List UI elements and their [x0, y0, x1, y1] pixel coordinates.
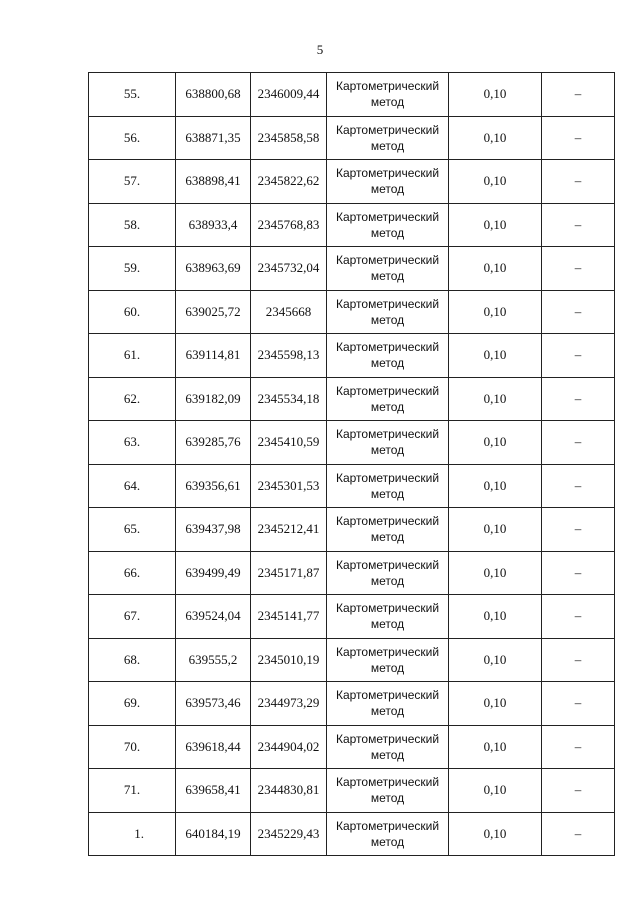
y-coordinate-cell: 2345668: [251, 290, 327, 334]
accuracy-cell: 0,10: [449, 377, 542, 421]
point-number-cell: 70.: [89, 725, 176, 769]
method-text: метод: [370, 182, 405, 197]
method-cell: [327, 247, 449, 291]
method-text: метод: [370, 617, 405, 632]
x-coordinate-cell: 639114,81: [176, 334, 251, 378]
table-row: [89, 595, 615, 639]
x-coordinate-cell: 639437,98: [176, 508, 251, 552]
method-text: метод: [370, 660, 405, 675]
method-text: Картометрический: [335, 731, 440, 746]
method-text: метод: [370, 530, 405, 545]
y-coordinate-cell: 2345141,77: [251, 595, 327, 639]
note-cell: –: [542, 73, 615, 117]
x-coordinate-cell: 639573,46: [176, 682, 251, 726]
table-row: [89, 682, 615, 726]
y-coordinate-cell: 2345822,62: [251, 160, 327, 204]
method-text: метод: [370, 399, 405, 414]
note-cell: –: [542, 421, 615, 465]
method-cell: [327, 73, 449, 117]
method-text: метод: [370, 356, 405, 371]
method-text: метод: [370, 312, 405, 327]
method-text: метод: [370, 443, 405, 458]
table-row: [89, 247, 615, 291]
note-cell: –: [542, 812, 615, 856]
method-text: Картометрический: [335, 383, 440, 398]
method-cell: [327, 464, 449, 508]
table-row: [89, 508, 615, 552]
table-row: [89, 290, 615, 334]
y-coordinate-cell: 2345732,04: [251, 247, 327, 291]
note-cell: –: [542, 551, 615, 595]
method-cell: [327, 203, 449, 247]
table-row: [89, 725, 615, 769]
method-text: Картометрический: [335, 296, 440, 311]
method-cell: [327, 812, 449, 856]
method-text: метод: [370, 573, 405, 588]
point-number-cell: 58.: [89, 203, 176, 247]
table-row: [89, 334, 615, 378]
method-cell: [327, 682, 449, 726]
x-coordinate-cell: 639555,2: [176, 638, 251, 682]
point-number-cell: 65.: [89, 508, 176, 552]
note-cell: –: [542, 116, 615, 160]
method-text: Картометрический: [335, 253, 440, 268]
method-cell: [327, 508, 449, 552]
y-coordinate-cell: 2345229,43: [251, 812, 327, 856]
method-text: Картометрический: [335, 818, 440, 833]
x-coordinate-cell: 639025,72: [176, 290, 251, 334]
method-text: Картометрический: [335, 166, 440, 181]
method-cell: [327, 725, 449, 769]
note-cell: –: [542, 290, 615, 334]
y-coordinate-cell: 2345301,53: [251, 464, 327, 508]
method-text: Картометрический: [335, 644, 440, 659]
y-coordinate-cell: 2344973,29: [251, 682, 327, 726]
point-number-cell: 66.: [89, 551, 176, 595]
y-coordinate-cell: 2345598,13: [251, 334, 327, 378]
table-row: [89, 377, 615, 421]
y-coordinate-cell: 2345534,18: [251, 377, 327, 421]
accuracy-cell: 0,10: [449, 464, 542, 508]
note-cell: –: [542, 464, 615, 508]
point-number-cell: 56.: [89, 116, 176, 160]
x-coordinate-cell: 638933,4: [176, 203, 251, 247]
x-coordinate-cell: 638871,35: [176, 116, 251, 160]
point-number-cell: 67.: [89, 595, 176, 639]
table-row: [89, 464, 615, 508]
point-number-cell: 62.: [89, 377, 176, 421]
method-cell: [327, 421, 449, 465]
point-number-cell: 61.: [89, 334, 176, 378]
accuracy-cell: 0,10: [449, 725, 542, 769]
point-number-cell: 64.: [89, 464, 176, 508]
y-coordinate-cell: 2345171,87: [251, 551, 327, 595]
table-row: [89, 73, 615, 117]
x-coordinate-cell: 638898,41: [176, 160, 251, 204]
x-coordinate-cell: 639658,41: [176, 769, 251, 813]
method-cell: [327, 290, 449, 334]
point-number-cell: 60.: [89, 290, 176, 334]
point-number-cell: 59.: [89, 247, 176, 291]
accuracy-cell: 0,10: [449, 421, 542, 465]
note-cell: –: [542, 334, 615, 378]
y-coordinate-cell: 2345212,41: [251, 508, 327, 552]
note-cell: –: [542, 508, 615, 552]
accuracy-cell: 0,10: [449, 682, 542, 726]
method-cell: [327, 769, 449, 813]
method-text: Картометрический: [335, 209, 440, 224]
table-row: [89, 116, 615, 160]
method-text: метод: [370, 138, 405, 153]
method-text: метод: [370, 225, 405, 240]
note-cell: –: [542, 247, 615, 291]
point-number-cell: 71.: [89, 769, 176, 813]
accuracy-cell: 0,10: [449, 508, 542, 552]
method-text: Картометрический: [335, 79, 440, 94]
method-cell: [327, 334, 449, 378]
table-row: [89, 551, 615, 595]
accuracy-cell: 0,10: [449, 160, 542, 204]
method-text: метод: [370, 791, 405, 806]
page-number: 5: [316, 42, 324, 57]
table-row: [89, 769, 615, 813]
note-cell: –: [542, 203, 615, 247]
accuracy-cell: 0,10: [449, 595, 542, 639]
method-text: Картометрический: [335, 340, 440, 355]
method-cell: [327, 377, 449, 421]
method-text: метод: [370, 95, 405, 110]
x-coordinate-cell: 639182,09: [176, 377, 251, 421]
x-coordinate-cell: 640184,19: [176, 812, 251, 856]
y-coordinate-cell: 2346009,44: [251, 73, 327, 117]
accuracy-cell: 0,10: [449, 116, 542, 160]
accuracy-cell: 0,10: [449, 638, 542, 682]
point-number-cell: 1.: [89, 812, 176, 856]
table-row: [89, 812, 615, 856]
note-cell: –: [542, 725, 615, 769]
x-coordinate-cell: 639356,61: [176, 464, 251, 508]
x-coordinate-cell: 639524,04: [176, 595, 251, 639]
method-text: метод: [370, 486, 405, 501]
point-number-cell: 55.: [89, 73, 176, 117]
method-text: Картометрический: [335, 601, 440, 616]
method-text: Картометрический: [335, 688, 440, 703]
accuracy-cell: 0,10: [449, 73, 542, 117]
note-cell: –: [542, 160, 615, 204]
accuracy-cell: 0,10: [449, 290, 542, 334]
method-cell: [327, 116, 449, 160]
table-row: [89, 421, 615, 465]
accuracy-cell: 0,10: [449, 247, 542, 291]
note-cell: –: [542, 638, 615, 682]
y-coordinate-cell: 2344830,81: [251, 769, 327, 813]
accuracy-cell: 0,10: [449, 812, 542, 856]
method-cell: [327, 551, 449, 595]
coordinates-table: [88, 72, 615, 856]
x-coordinate-cell: 639499,49: [176, 551, 251, 595]
note-cell: –: [542, 595, 615, 639]
y-coordinate-cell: 2345768,83: [251, 203, 327, 247]
method-cell: [327, 160, 449, 204]
y-coordinate-cell: 2344904,02: [251, 725, 327, 769]
y-coordinate-cell: 2345858,58: [251, 116, 327, 160]
table-row: [89, 160, 615, 204]
y-coordinate-cell: 2345410,59: [251, 421, 327, 465]
point-number-cell: 63.: [89, 421, 176, 465]
method-cell: [327, 638, 449, 682]
x-coordinate-cell: 639285,76: [176, 421, 251, 465]
table-row: [89, 203, 615, 247]
x-coordinate-cell: 639618,44: [176, 725, 251, 769]
accuracy-cell: 0,10: [449, 769, 542, 813]
method-text: Картометрический: [335, 557, 440, 572]
table-row: [89, 638, 615, 682]
accuracy-cell: 0,10: [449, 203, 542, 247]
point-number-cell: 68.: [89, 638, 176, 682]
accuracy-cell: 0,10: [449, 551, 542, 595]
method-text: метод: [370, 834, 405, 849]
point-number-cell: 57.: [89, 160, 176, 204]
note-cell: –: [542, 377, 615, 421]
method-text: Картометрический: [335, 470, 440, 485]
method-cell: [327, 595, 449, 639]
method-text: Картометрический: [335, 122, 440, 137]
y-coordinate-cell: 2345010,19: [251, 638, 327, 682]
method-text: метод: [370, 747, 405, 762]
method-text: метод: [370, 269, 405, 284]
method-text: Картометрический: [335, 427, 440, 442]
method-text: Картометрический: [335, 514, 440, 529]
method-text: Картометрический: [335, 775, 440, 790]
accuracy-cell: 0,10: [449, 334, 542, 378]
x-coordinate-cell: 638800,68: [176, 73, 251, 117]
method-text: метод: [370, 704, 405, 719]
point-number-cell: 69.: [89, 682, 176, 726]
note-cell: –: [542, 769, 615, 813]
x-coordinate-cell: 638963,69: [176, 247, 251, 291]
note-cell: –: [542, 682, 615, 726]
